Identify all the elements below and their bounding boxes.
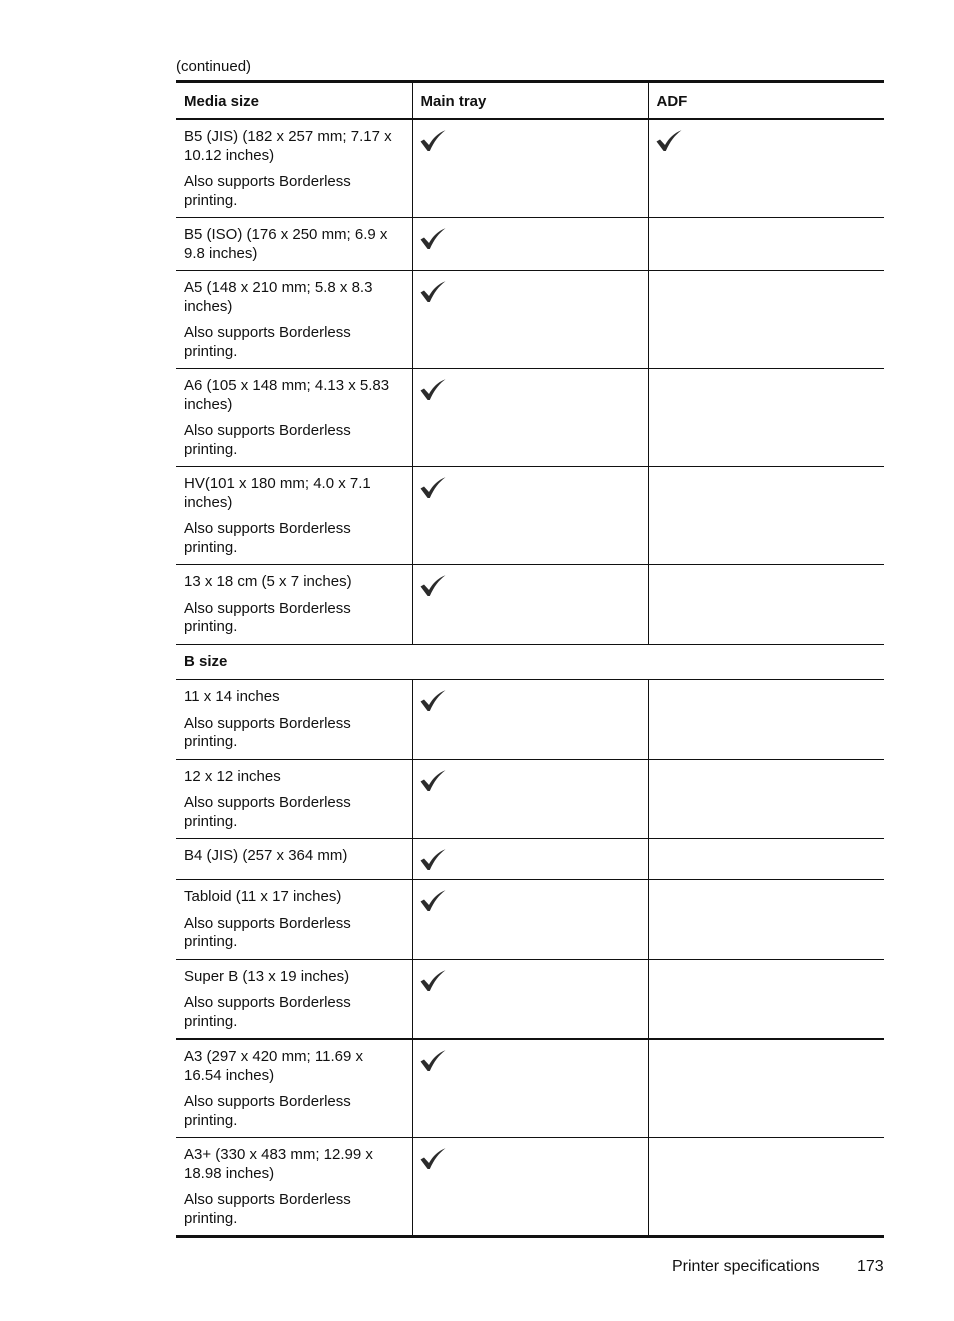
borderless-note: Also supports Borderless printing. <box>184 422 351 458</box>
media-size-label: 12 x 12 inches <box>184 767 281 785</box>
checkmark-icon <box>419 769 447 793</box>
media-size-cell <box>176 369 412 467</box>
media-size-cell <box>176 218 412 271</box>
main-tray-cell <box>412 119 648 218</box>
media-size-cell <box>176 119 412 218</box>
table-row <box>176 1039 884 1138</box>
borderless-note: Also supports Borderless printing. <box>184 794 351 830</box>
table-row <box>176 839 884 880</box>
adf-cell <box>648 959 884 1039</box>
borderless-note: Also supports Borderless printing. <box>184 994 351 1030</box>
media-size-cell <box>176 467 412 565</box>
section-label: B size <box>176 644 884 680</box>
section-row <box>176 644 884 680</box>
checkmark-icon <box>419 1147 447 1171</box>
checkmark-icon <box>419 129 447 153</box>
main-tray-cell <box>412 467 648 565</box>
checkmark-icon <box>419 280 447 304</box>
header-main-tray: Main tray <box>412 82 648 120</box>
checkmark-icon <box>419 574 447 598</box>
media-size-cell <box>176 839 412 880</box>
main-tray-cell <box>412 369 648 467</box>
media-size-cell <box>176 271 412 369</box>
borderless-note: Also supports Borderless printing. <box>184 599 351 635</box>
media-size-label: A6 (105 x 148 mm; 4.13 x 5.83 inches) <box>184 377 390 413</box>
borderless-note: Also supports Borderless printing. <box>184 520 351 556</box>
continued-label: (continued) <box>176 58 252 75</box>
adf-cell <box>648 467 884 565</box>
table-row <box>176 565 884 645</box>
table-row <box>176 680 884 760</box>
main-tray-cell <box>412 959 648 1039</box>
adf-cell <box>648 1039 884 1138</box>
table-row <box>176 759 884 839</box>
adf-cell <box>648 680 884 760</box>
checkmark-icon <box>419 889 447 913</box>
media-size-cell <box>176 680 412 760</box>
borderless-note: Also supports Borderless printing. <box>184 714 351 750</box>
adf-cell <box>648 565 884 645</box>
table-row <box>176 369 884 467</box>
checkmark-icon <box>419 969 447 993</box>
table-row <box>176 467 884 565</box>
media-size-cell <box>176 565 412 645</box>
media-size-label: B5 (ISO) (176 x 250 mm; 6.9 x 9.8 inches) <box>184 226 388 262</box>
checkmark-icon <box>419 227 447 251</box>
borderless-note: Also supports Borderless printing. <box>184 914 351 950</box>
media-size-label: Super B (13 x 19 inches) <box>184 967 350 985</box>
media-size-cell <box>176 959 412 1039</box>
table-body <box>176 119 884 1237</box>
media-size-cell <box>176 880 412 960</box>
media-size-cell <box>176 1138 412 1237</box>
media-size-label: A3+ (330 x 483 mm; 12.99 x 18.98 inches) <box>184 1146 373 1182</box>
checkmark-icon <box>419 848 447 872</box>
table-row <box>176 959 884 1039</box>
media-size-label: HV(101 x 180 mm; 4.0 x 7.1 inches) <box>184 475 371 511</box>
main-tray-cell <box>412 1138 648 1237</box>
adf-cell <box>648 759 884 839</box>
media-size-label: A5 (148 x 210 mm; 5.8 x 8.3 inches) <box>184 279 373 315</box>
main-tray-cell <box>412 880 648 960</box>
adf-cell <box>648 1138 884 1237</box>
table-row <box>176 271 884 369</box>
media-size-label: 13 x 18 cm (5 x 7 inches) <box>184 573 352 590</box>
header-adf: ADF <box>648 82 884 120</box>
borderless-note: Also supports Borderless printing. <box>184 1093 351 1129</box>
main-tray-cell <box>412 759 648 839</box>
main-tray-cell <box>412 218 648 271</box>
adf-cell <box>648 369 884 467</box>
main-tray-cell <box>412 271 648 369</box>
adf-cell <box>648 218 884 271</box>
borderless-note: Also supports Borderless printing. <box>184 1191 351 1227</box>
footer-page-number: 173 <box>857 1258 884 1275</box>
main-tray-cell <box>412 1039 648 1138</box>
table-row <box>176 119 884 218</box>
table-header-row <box>176 82 884 120</box>
table-row <box>176 1138 884 1237</box>
footer-section-title: Printer specifications <box>672 1258 820 1275</box>
media-size-label: 11 x 14 inches <box>184 688 280 705</box>
adf-cell <box>648 839 884 880</box>
media-size-label: B5 (JIS) (182 x 257 mm; 7.17 x 10.12 inches) <box>184 128 392 164</box>
main-tray-cell <box>412 680 648 760</box>
checkmark-icon <box>419 1049 447 1073</box>
media-size-label: A3 (297 x 420 mm; 11.69 x 16.54 inches) <box>184 1048 363 1084</box>
adf-cell <box>648 880 884 960</box>
adf-cell <box>648 271 884 369</box>
adf-cell <box>648 119 884 218</box>
media-size-cell <box>176 759 412 839</box>
media-size-cell <box>176 1039 412 1138</box>
table-row <box>176 880 884 960</box>
main-tray-cell <box>412 565 648 645</box>
borderless-note: Also supports Borderless printing. <box>184 324 351 360</box>
checkmark-icon <box>419 476 447 500</box>
media-size-table <box>176 80 884 1238</box>
header-media-size: Media size <box>176 82 412 120</box>
main-tray-cell <box>412 839 648 880</box>
checkmark-icon <box>655 129 683 153</box>
checkmark-icon <box>419 378 447 402</box>
borderless-note: Also supports Borderless printing. <box>184 173 351 209</box>
checkmark-icon <box>419 689 447 713</box>
media-size-label: Tabloid (11 x 17 inches) <box>184 888 342 905</box>
table-row <box>176 218 884 271</box>
media-size-label: B4 (JIS) (257 x 364 mm) <box>184 847 348 864</box>
